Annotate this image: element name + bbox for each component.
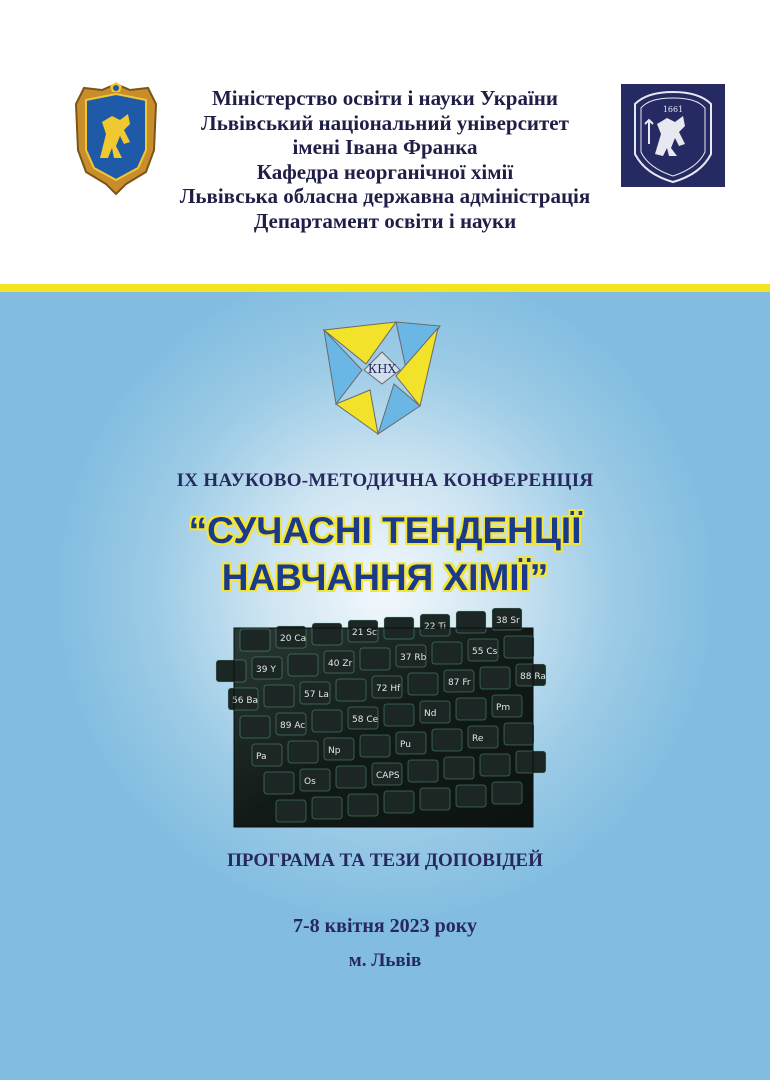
institution-line: Львівський національний університет: [201, 110, 569, 135]
keyboard-key-label: 39 Y: [256, 665, 276, 675]
keyboard-key-label: 56 Ba: [232, 696, 259, 706]
institution-line: Кафедра неорганічної хімії: [256, 159, 514, 184]
keyboard-key: [384, 704, 414, 726]
keyboard-key: [480, 667, 510, 689]
logo-text: КНХ: [367, 362, 397, 376]
keyboard-key: [288, 741, 318, 763]
keyboard-key-label: Nd: [424, 709, 437, 719]
conference-city: м. Львів: [348, 950, 422, 971]
institution-line: Львівська обласна державна адміністрація: [179, 184, 591, 208]
keyboard-key-label: Pa: [256, 752, 267, 762]
conference-name-line: “СУЧАСНІ ТЕНДЕНЦІЇ: [188, 510, 582, 551]
keyboard-key: [480, 754, 510, 776]
keyboard-key: [288, 654, 318, 676]
keyboard-key: [432, 642, 462, 664]
keyboard-key-label: Re: [472, 734, 484, 744]
institution-line: Департамент освіти і науки: [253, 208, 517, 233]
keyboard-key: [240, 629, 270, 651]
keyboard-key: [360, 735, 390, 757]
institution-line: Міністерство освіти і науки України: [211, 86, 559, 110]
keyboard-key-label: 20 Ca: [280, 634, 307, 644]
keyboard-key: [516, 751, 546, 773]
keyboard-key: [504, 636, 534, 658]
yellow-stripe: [0, 284, 770, 292]
keyboard-key: [504, 723, 534, 745]
lviv-oblast-coat-of-arms-icon: [70, 80, 162, 198]
keyboard-key-label: 89 Ac: [280, 721, 306, 731]
periodic-keyboard-image: [232, 616, 546, 827]
keyboard-key-label: 72 Hf: [376, 684, 401, 694]
keyboard-key: [360, 648, 390, 670]
keyboard-key-label: 40 Zr: [328, 659, 353, 669]
keyboard-key-label: 87 Fr: [448, 678, 471, 688]
institution-list: [150, 86, 620, 233]
keyboard-key: [384, 791, 414, 813]
emblem-year: 1661: [662, 105, 684, 114]
keyboard-key: [312, 710, 342, 732]
keyboard-key: [432, 729, 462, 751]
keyboard-key-label: 58 Ce: [352, 715, 379, 725]
keyboard-key: [420, 788, 450, 810]
keyboard-key: [264, 685, 294, 707]
keyboard-key-label: Np: [328, 746, 341, 756]
institution-line: імені Івана Франка: [292, 135, 478, 159]
keyboard-key: [336, 766, 366, 788]
keyboard-key: [408, 760, 438, 782]
conference-date: 7-8 квітня 2023 року: [292, 915, 478, 937]
keyboard-key-label: 22 Ti: [424, 622, 447, 632]
keyboard-key-label: 88 Ra: [520, 672, 546, 682]
keyboard-key-label: 57 La: [304, 690, 329, 700]
keyboard-key-label: CAPS: [376, 771, 400, 781]
program-label: ПРОГРАМА ТА ТЕЗИ ДОПОВІДЕЙ: [227, 850, 543, 871]
keyboard-key: [456, 611, 486, 633]
department-logo-icon: [316, 318, 446, 438]
keyboard-key: [240, 716, 270, 738]
keyboard-key: [492, 782, 522, 804]
header: [0, 0, 770, 284]
keyboard-key: [312, 797, 342, 819]
conference-title: IX НАУКОВО-МЕТОДИЧНА КОНФЕРЕНЦІЯ: [176, 470, 594, 491]
conference-name-line: НАВЧАННЯ ХІМІЇ”: [221, 557, 549, 598]
keyboard-key: [444, 757, 474, 779]
keyboard-key-label: 55 Cs: [472, 647, 498, 657]
keyboard-key: [456, 698, 486, 720]
keyboard-key: [216, 660, 246, 682]
keyboard-key: [276, 800, 306, 822]
keyboard-key: [336, 679, 366, 701]
keyboard-key: [312, 623, 342, 645]
keyboard-key: [408, 673, 438, 695]
keyboard-key-label: Os: [304, 777, 316, 787]
keyboard-key-label: Pm: [496, 703, 511, 713]
keyboard-key: [264, 772, 294, 794]
keyboard-key-label: 38 Sr: [496, 616, 520, 626]
university-emblem-icon: [621, 84, 725, 187]
keyboard-key-label: 37 Rb: [400, 653, 427, 663]
keyboard-key-label: Pu: [400, 740, 411, 750]
keyboard-key: [456, 785, 486, 807]
keyboard-key: [348, 794, 378, 816]
conference-name: [0, 507, 770, 601]
keyboard-key-label: 21 Sc: [352, 628, 377, 638]
